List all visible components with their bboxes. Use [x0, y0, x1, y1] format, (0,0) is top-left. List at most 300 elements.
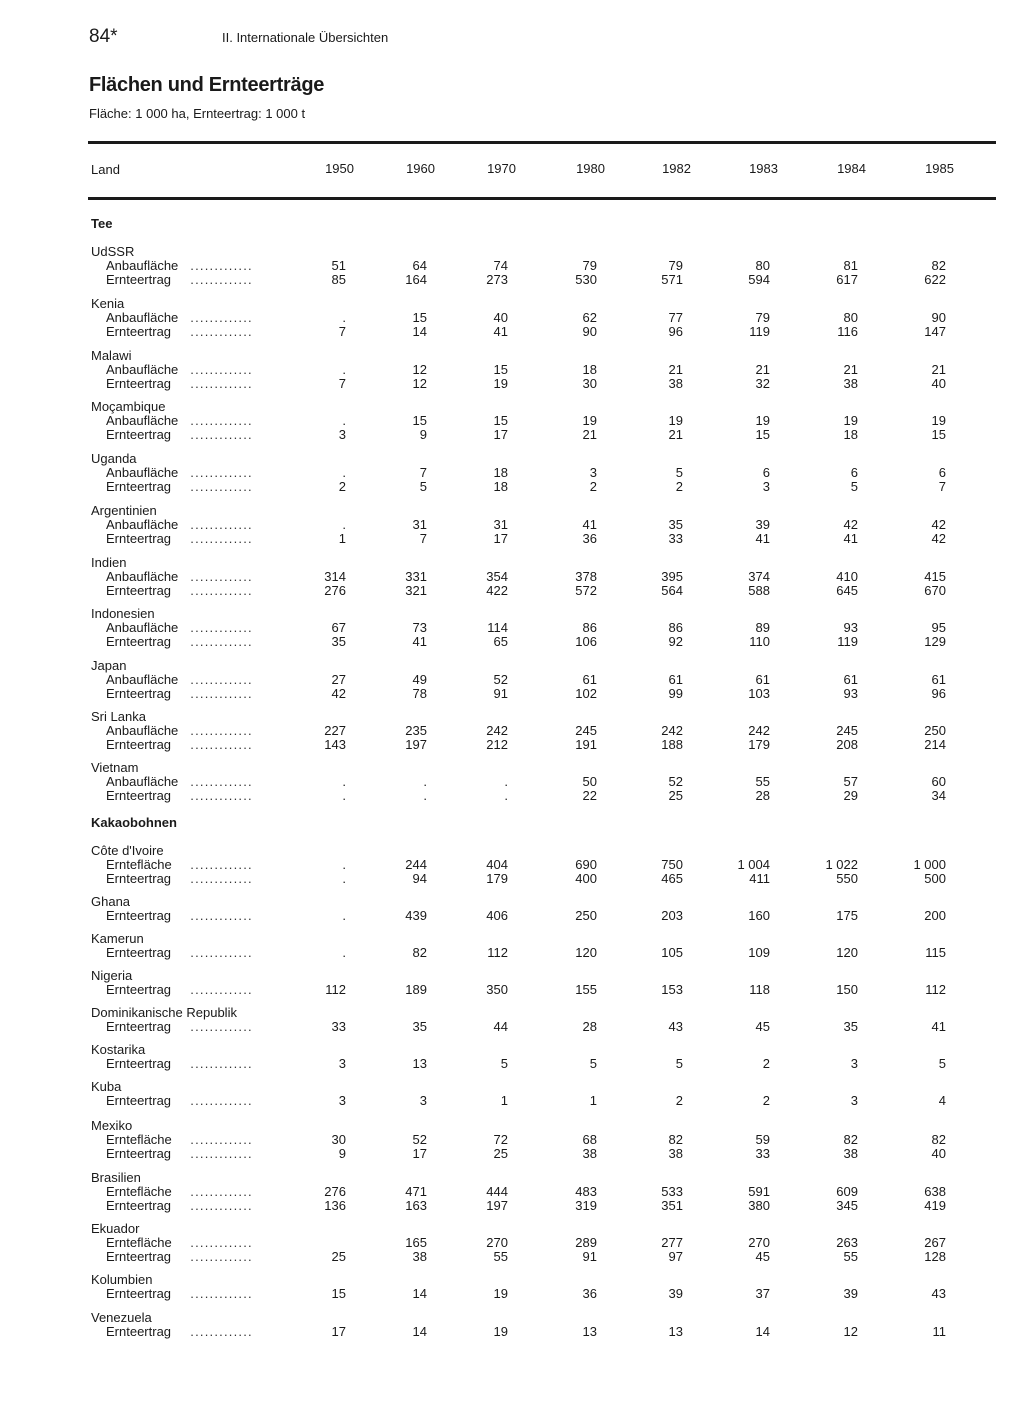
table-row — [0, 479, 1024, 494]
row-label: Ernteertrag — [106, 788, 172, 803]
country-name: Uganda — [91, 451, 137, 466]
table-cell: 3 — [338, 1056, 346, 1071]
table-cell: 115 — [925, 945, 946, 960]
table-cell: 39 — [668, 1286, 683, 1301]
table-cell: 564 — [661, 583, 683, 598]
row-label: Ernteertrag — [106, 479, 172, 494]
table-cell: 64 — [412, 258, 427, 273]
table-cell: . — [342, 310, 346, 325]
leader-dots: ............. — [190, 376, 253, 391]
table-cell: 1 004 — [737, 857, 770, 872]
table-cell: 99 — [668, 686, 683, 701]
table-cell: 9 — [419, 427, 427, 442]
table-cell: 31 — [493, 517, 508, 532]
table-cell: 74 — [493, 258, 508, 273]
table-cell: 28 — [755, 788, 770, 803]
table-cell: 77 — [668, 310, 683, 325]
table-cell: 31 — [412, 517, 427, 532]
table-cell: 36 — [582, 531, 597, 546]
table-cell: 91 — [493, 686, 508, 701]
page-title: Flächen und Ernteerträge — [89, 74, 325, 96]
table-cell: . — [342, 788, 346, 803]
row-label: Anbaufläche — [106, 569, 179, 584]
leader-dots: ............. — [190, 310, 253, 325]
table-cell: 44 — [493, 1019, 508, 1034]
table-cell: 9 — [338, 1146, 346, 1161]
table-cell: 41 — [493, 324, 508, 339]
table-cell: 572 — [575, 583, 597, 598]
table-cell: 78 — [412, 686, 427, 701]
table-cell: 22 — [582, 788, 597, 803]
table-row — [0, 788, 1024, 803]
leader-dots: ............. — [190, 1324, 253, 1339]
table-cell: 197 — [405, 737, 427, 752]
year-header: 1984 — [837, 161, 866, 176]
row-label: Ernteertrag — [106, 908, 172, 923]
table-cell: 155 — [575, 982, 597, 997]
table-cell: 622 — [924, 272, 946, 287]
country-row — [0, 1310, 1024, 1325]
leader-dots: ............. — [190, 517, 253, 532]
row-label: Erntefläche — [106, 857, 172, 872]
table-cell: 212 — [486, 737, 508, 752]
leader-dots: ............. — [190, 774, 253, 789]
row-label: Anbaufläche — [106, 723, 179, 738]
leader-dots: ............. — [190, 465, 253, 480]
table-cell: 39 — [843, 1286, 858, 1301]
table-cell: 13 — [668, 1324, 683, 1339]
country-name: Ghana — [91, 894, 131, 909]
table-row — [0, 857, 1024, 872]
table-cell: 92 — [668, 634, 683, 649]
table-cell: 61 — [582, 672, 597, 687]
table-cell: 40 — [493, 310, 508, 325]
country-row — [0, 709, 1024, 724]
table-cell: 150 — [836, 982, 858, 997]
table-cell: 25 — [668, 788, 683, 803]
table-cell: 91 — [582, 1249, 597, 1264]
table-cell: 314 — [324, 569, 346, 584]
table-cell: 395 — [661, 569, 683, 584]
country-row — [0, 451, 1024, 466]
table-cell: 45 — [755, 1249, 770, 1264]
table-cell: 82 — [843, 1132, 858, 1147]
table-cell: . — [423, 774, 427, 789]
table-cell: 93 — [843, 620, 858, 635]
table-cell: 129 — [924, 634, 946, 649]
table-cell: 112 — [487, 945, 508, 960]
table-cell: 50 — [582, 774, 597, 789]
table-cell: 65 — [493, 634, 508, 649]
country-name: Kuba — [91, 1079, 122, 1094]
table-cell: . — [342, 774, 346, 789]
table-cell: 29 — [843, 788, 858, 803]
table-cell: 105 — [661, 945, 683, 960]
table-cell: 27 — [331, 672, 346, 687]
table-cell: 276 — [324, 1184, 346, 1199]
table-row — [0, 569, 1024, 584]
leader-dots: ............. — [190, 272, 253, 287]
table-cell: 86 — [668, 620, 683, 635]
table-cell: 57 — [843, 774, 858, 789]
table-cell: . — [342, 857, 346, 872]
table-row — [0, 272, 1024, 287]
country-name: Japan — [91, 658, 127, 673]
table-cell: 3 — [850, 1093, 858, 1108]
country-row — [0, 348, 1024, 363]
table-cell: 270 — [748, 1235, 770, 1250]
row-label: Ernteertrag — [106, 945, 172, 960]
table-cell: 235 — [405, 723, 427, 738]
table-cell: 96 — [668, 324, 683, 339]
table-cell: 276 — [324, 583, 346, 598]
table-cell: 79 — [668, 258, 683, 273]
table-cell: 2 — [338, 479, 346, 494]
table-cell: 52 — [668, 774, 683, 789]
table-cell: 7 — [419, 531, 427, 546]
table-row — [0, 1235, 1024, 1250]
table-cell: 21 — [582, 427, 597, 442]
table-cell: 2 — [675, 1093, 683, 1108]
leader-dots: ............. — [190, 413, 253, 428]
table-cell: 38 — [412, 1249, 427, 1264]
table-row — [0, 583, 1024, 598]
table-cell: 422 — [486, 583, 508, 598]
table-cell: 500 — [924, 871, 946, 886]
table-cell: 350 — [486, 982, 508, 997]
table-cell: 321 — [405, 583, 427, 598]
leader-dots: ............. — [190, 1249, 253, 1264]
country-name: Vietnam — [91, 760, 139, 775]
table-row — [0, 1093, 1024, 1108]
table-cell: 95 — [931, 620, 946, 635]
table-cell: 73 — [412, 620, 427, 635]
table-row — [0, 774, 1024, 789]
row-label: Anbaufläche — [106, 774, 179, 789]
table-cell: 52 — [412, 1132, 427, 1147]
row-label: Ernteertrag — [106, 272, 172, 287]
table-header-rule — [88, 197, 996, 200]
row-label: Ernteertrag — [106, 1056, 172, 1071]
table-row — [0, 1184, 1024, 1199]
table-cell: 378 — [575, 569, 597, 584]
table-row — [0, 517, 1024, 532]
table-cell: 106 — [575, 634, 597, 649]
table-cell: 38 — [668, 376, 683, 391]
table-cell: 80 — [843, 310, 858, 325]
table-cell: 533 — [661, 1184, 683, 1199]
year-header: 1983 — [749, 161, 778, 176]
table-cell: 17 — [493, 427, 508, 442]
table-cell: 3 — [850, 1056, 858, 1071]
leader-dots: ............. — [190, 1146, 253, 1161]
table-cell: 30 — [582, 376, 597, 391]
table-cell: 38 — [843, 376, 858, 391]
table-row — [0, 982, 1024, 997]
table-cell: 406 — [486, 908, 508, 923]
table-cell: 33 — [331, 1019, 346, 1034]
table-cell: 189 — [405, 982, 427, 997]
table-cell: 15 — [331, 1286, 346, 1301]
table-cell: 120 — [575, 945, 597, 960]
table-cell: 80 — [755, 258, 770, 273]
table-row — [0, 737, 1024, 752]
country-name: Mexiko — [91, 1118, 133, 1133]
table-cell: . — [504, 788, 508, 803]
table-cell: 51 — [331, 258, 346, 273]
table-cell: 19 — [493, 376, 508, 391]
table-cell: 28 — [582, 1019, 597, 1034]
table-cell: 72 — [493, 1132, 508, 1147]
table-cell: 128 — [924, 1249, 946, 1264]
table-cell: . — [342, 871, 346, 886]
table-cell: 19 — [493, 1324, 508, 1339]
table-cell: 37 — [755, 1286, 770, 1301]
table-cell: 19 — [582, 413, 597, 428]
table-cell: 61 — [668, 672, 683, 687]
table-cell: 33 — [755, 1146, 770, 1161]
table-cell: 277 — [661, 1235, 683, 1250]
table-cell: 34 — [931, 788, 946, 803]
country-name: Nigeria — [91, 968, 133, 983]
table-cell: 42 — [931, 517, 946, 532]
table-cell: 103 — [748, 686, 770, 701]
table-cell: 374 — [748, 569, 770, 584]
table-cell: 530 — [575, 272, 597, 287]
table-cell: 594 — [748, 272, 770, 287]
table-cell: 21 — [755, 362, 770, 377]
leader-dots: ............. — [190, 857, 253, 872]
table-cell: 588 — [748, 583, 770, 598]
table-cell: 85 — [331, 272, 346, 287]
year-header: 1982 — [662, 161, 691, 176]
row-label: Ernteertrag — [106, 871, 172, 886]
table-cell: 62 — [582, 310, 597, 325]
table-cell: 245 — [575, 723, 597, 738]
table-cell: 14 — [412, 1286, 427, 1301]
row-label: Ernteertrag — [106, 376, 172, 391]
table-cell: 45 — [755, 1019, 770, 1034]
country-name: Kolumbien — [91, 1272, 153, 1287]
table-cell: 19 — [931, 413, 946, 428]
table-cell: 1 022 — [825, 857, 858, 872]
table-cell: 21 — [843, 362, 858, 377]
page-number: 84* — [89, 26, 118, 47]
table-cell: 1 — [500, 1093, 508, 1108]
row-label: Erntefläche — [106, 1132, 172, 1147]
table-cell: 179 — [748, 737, 770, 752]
leader-dots: ............. — [190, 634, 253, 649]
table-top-rule — [88, 141, 996, 144]
table-row — [0, 324, 1024, 339]
table-cell: 3 — [762, 479, 770, 494]
table-cell: 19 — [668, 413, 683, 428]
land-column-header: Land — [91, 162, 120, 177]
table-cell: 18 — [493, 479, 508, 494]
table-cell: 116 — [837, 324, 858, 339]
table-cell: 160 — [748, 908, 770, 923]
table-row — [0, 672, 1024, 687]
table-cell: 5 — [938, 1056, 946, 1071]
leader-dots: ............. — [190, 908, 253, 923]
row-label: Ernteertrag — [106, 1249, 172, 1264]
table-cell: 465 — [661, 871, 683, 886]
table-cell: 3 — [338, 1093, 346, 1108]
table-cell: 49 — [412, 672, 427, 687]
table-cell: 153 — [661, 982, 683, 997]
table-cell: 38 — [582, 1146, 597, 1161]
table-cell: 90 — [931, 310, 946, 325]
country-row — [0, 931, 1024, 946]
table-cell: 41 — [582, 517, 597, 532]
table-row — [0, 908, 1024, 923]
table-cell: 82 — [412, 945, 427, 960]
table-cell: 82 — [931, 258, 946, 273]
table-cell: 35 — [843, 1019, 858, 1034]
table-cell: 609 — [836, 1184, 858, 1199]
table-cell: 21 — [668, 427, 683, 442]
leader-dots: ............. — [190, 1235, 253, 1250]
country-row — [0, 503, 1024, 518]
table-cell: 203 — [661, 908, 683, 923]
country-name: Venezuela — [91, 1310, 152, 1325]
row-label: Ernteertrag — [106, 1093, 172, 1108]
table-cell: 60 — [931, 774, 946, 789]
table-cell: 33 — [668, 531, 683, 546]
table-cell: 15 — [412, 413, 427, 428]
country-name: UdSSR — [91, 244, 135, 259]
table-cell: 12 — [412, 376, 427, 391]
table-cell: 7 — [938, 479, 946, 494]
row-label: Ernteertrag — [106, 634, 172, 649]
row-label: Ernteertrag — [106, 737, 172, 752]
table-cell: 35 — [331, 634, 346, 649]
country-name: Ekuador — [91, 1221, 140, 1236]
table-cell: 5 — [675, 465, 683, 480]
table-cell: 5 — [500, 1056, 508, 1071]
country-row — [0, 1079, 1024, 1094]
table-cell: 67 — [331, 620, 346, 635]
country-name: Kamerun — [91, 931, 144, 946]
table-cell: 319 — [575, 1198, 597, 1213]
table-cell: 15 — [493, 413, 508, 428]
year-header: 1970 — [487, 161, 516, 176]
table-cell: 118 — [749, 982, 770, 997]
table-cell: 55 — [843, 1249, 858, 1264]
row-label: Ernteertrag — [106, 1198, 172, 1213]
table-row — [0, 1132, 1024, 1147]
table-cell: 40 — [931, 1146, 946, 1161]
table-cell: 19 — [755, 413, 770, 428]
table-cell: 750 — [661, 857, 683, 872]
table-cell: 90 — [582, 324, 597, 339]
row-label: Anbaufläche — [106, 413, 179, 428]
table-cell: 18 — [843, 427, 858, 442]
leader-dots: ............. — [190, 258, 253, 273]
table-cell: 119 — [749, 324, 770, 339]
table-cell: 81 — [843, 258, 858, 273]
leader-dots: ............. — [190, 723, 253, 738]
table-cell: 55 — [493, 1249, 508, 1264]
table-cell: 25 — [331, 1249, 346, 1264]
row-label: Ernteertrag — [106, 1286, 172, 1301]
year-header: 1950 — [325, 161, 354, 176]
table-cell: 19 — [843, 413, 858, 428]
table-row — [0, 945, 1024, 960]
country-row — [0, 1118, 1024, 1133]
leader-dots: ............. — [190, 583, 253, 598]
leader-dots: ............. — [190, 569, 253, 584]
table-cell: 400 — [575, 871, 597, 886]
table-cell: 165 — [405, 1235, 427, 1250]
row-label: Ernteertrag — [106, 1146, 172, 1161]
table-cell: 43 — [931, 1286, 946, 1301]
section-heading: II. Internationale Übersichten — [222, 30, 389, 45]
table-cell: 52 — [493, 672, 508, 687]
table-cell: 112 — [925, 982, 946, 997]
table-cell: 5 — [675, 1056, 683, 1071]
table-cell: 471 — [405, 1184, 427, 1199]
table-cell: . — [342, 945, 346, 960]
row-label: Anbaufläche — [106, 620, 179, 635]
leader-dots: ............. — [190, 672, 253, 687]
table-cell: 41 — [843, 531, 858, 546]
table-row — [0, 634, 1024, 649]
table-cell: 270 — [486, 1235, 508, 1250]
year-header: 1980 — [576, 161, 605, 176]
table-cell: 2 — [589, 479, 597, 494]
row-label: Erntefläche — [106, 1184, 172, 1199]
year-header: 1960 — [406, 161, 435, 176]
table-cell: 419 — [924, 1198, 946, 1213]
table-row — [0, 531, 1024, 546]
table-cell: 200 — [924, 908, 946, 923]
country-row — [0, 1170, 1024, 1185]
table-cell: 82 — [668, 1132, 683, 1147]
country-name: Kostarika — [91, 1042, 146, 1057]
table-cell: 55 — [755, 774, 770, 789]
table-cell: 6 — [938, 465, 946, 480]
country-name: Côte d'Ivoire — [91, 843, 164, 858]
table-cell: 242 — [661, 723, 683, 738]
country-name: Indonesien — [91, 606, 155, 621]
table-cell: 2 — [762, 1056, 770, 1071]
table-cell: 97 — [668, 1249, 683, 1264]
table-cell: 214 — [924, 737, 946, 752]
table-cell: 147 — [924, 324, 946, 339]
table-cell: 208 — [836, 737, 858, 752]
section-title: Kakaobohnen — [91, 815, 177, 830]
leader-dots: ............. — [190, 531, 253, 546]
leader-dots: ............. — [190, 788, 253, 803]
table-cell: 19 — [493, 1286, 508, 1301]
leader-dots: ............. — [190, 871, 253, 886]
leader-dots: ............. — [190, 479, 253, 494]
row-label: Ernteertrag — [106, 531, 172, 546]
table-cell: 267 — [924, 1235, 946, 1250]
table-cell: 163 — [405, 1198, 427, 1213]
table-row — [0, 1146, 1024, 1161]
table-cell: 143 — [324, 737, 346, 752]
country-name: Brasilien — [91, 1170, 141, 1185]
table-cell: 15 — [412, 310, 427, 325]
table-cell: 175 — [836, 908, 858, 923]
table-cell: 40 — [931, 376, 946, 391]
table-cell: 15 — [493, 362, 508, 377]
table-cell: 18 — [582, 362, 597, 377]
table-cell: 96 — [931, 686, 946, 701]
country-row — [0, 555, 1024, 570]
